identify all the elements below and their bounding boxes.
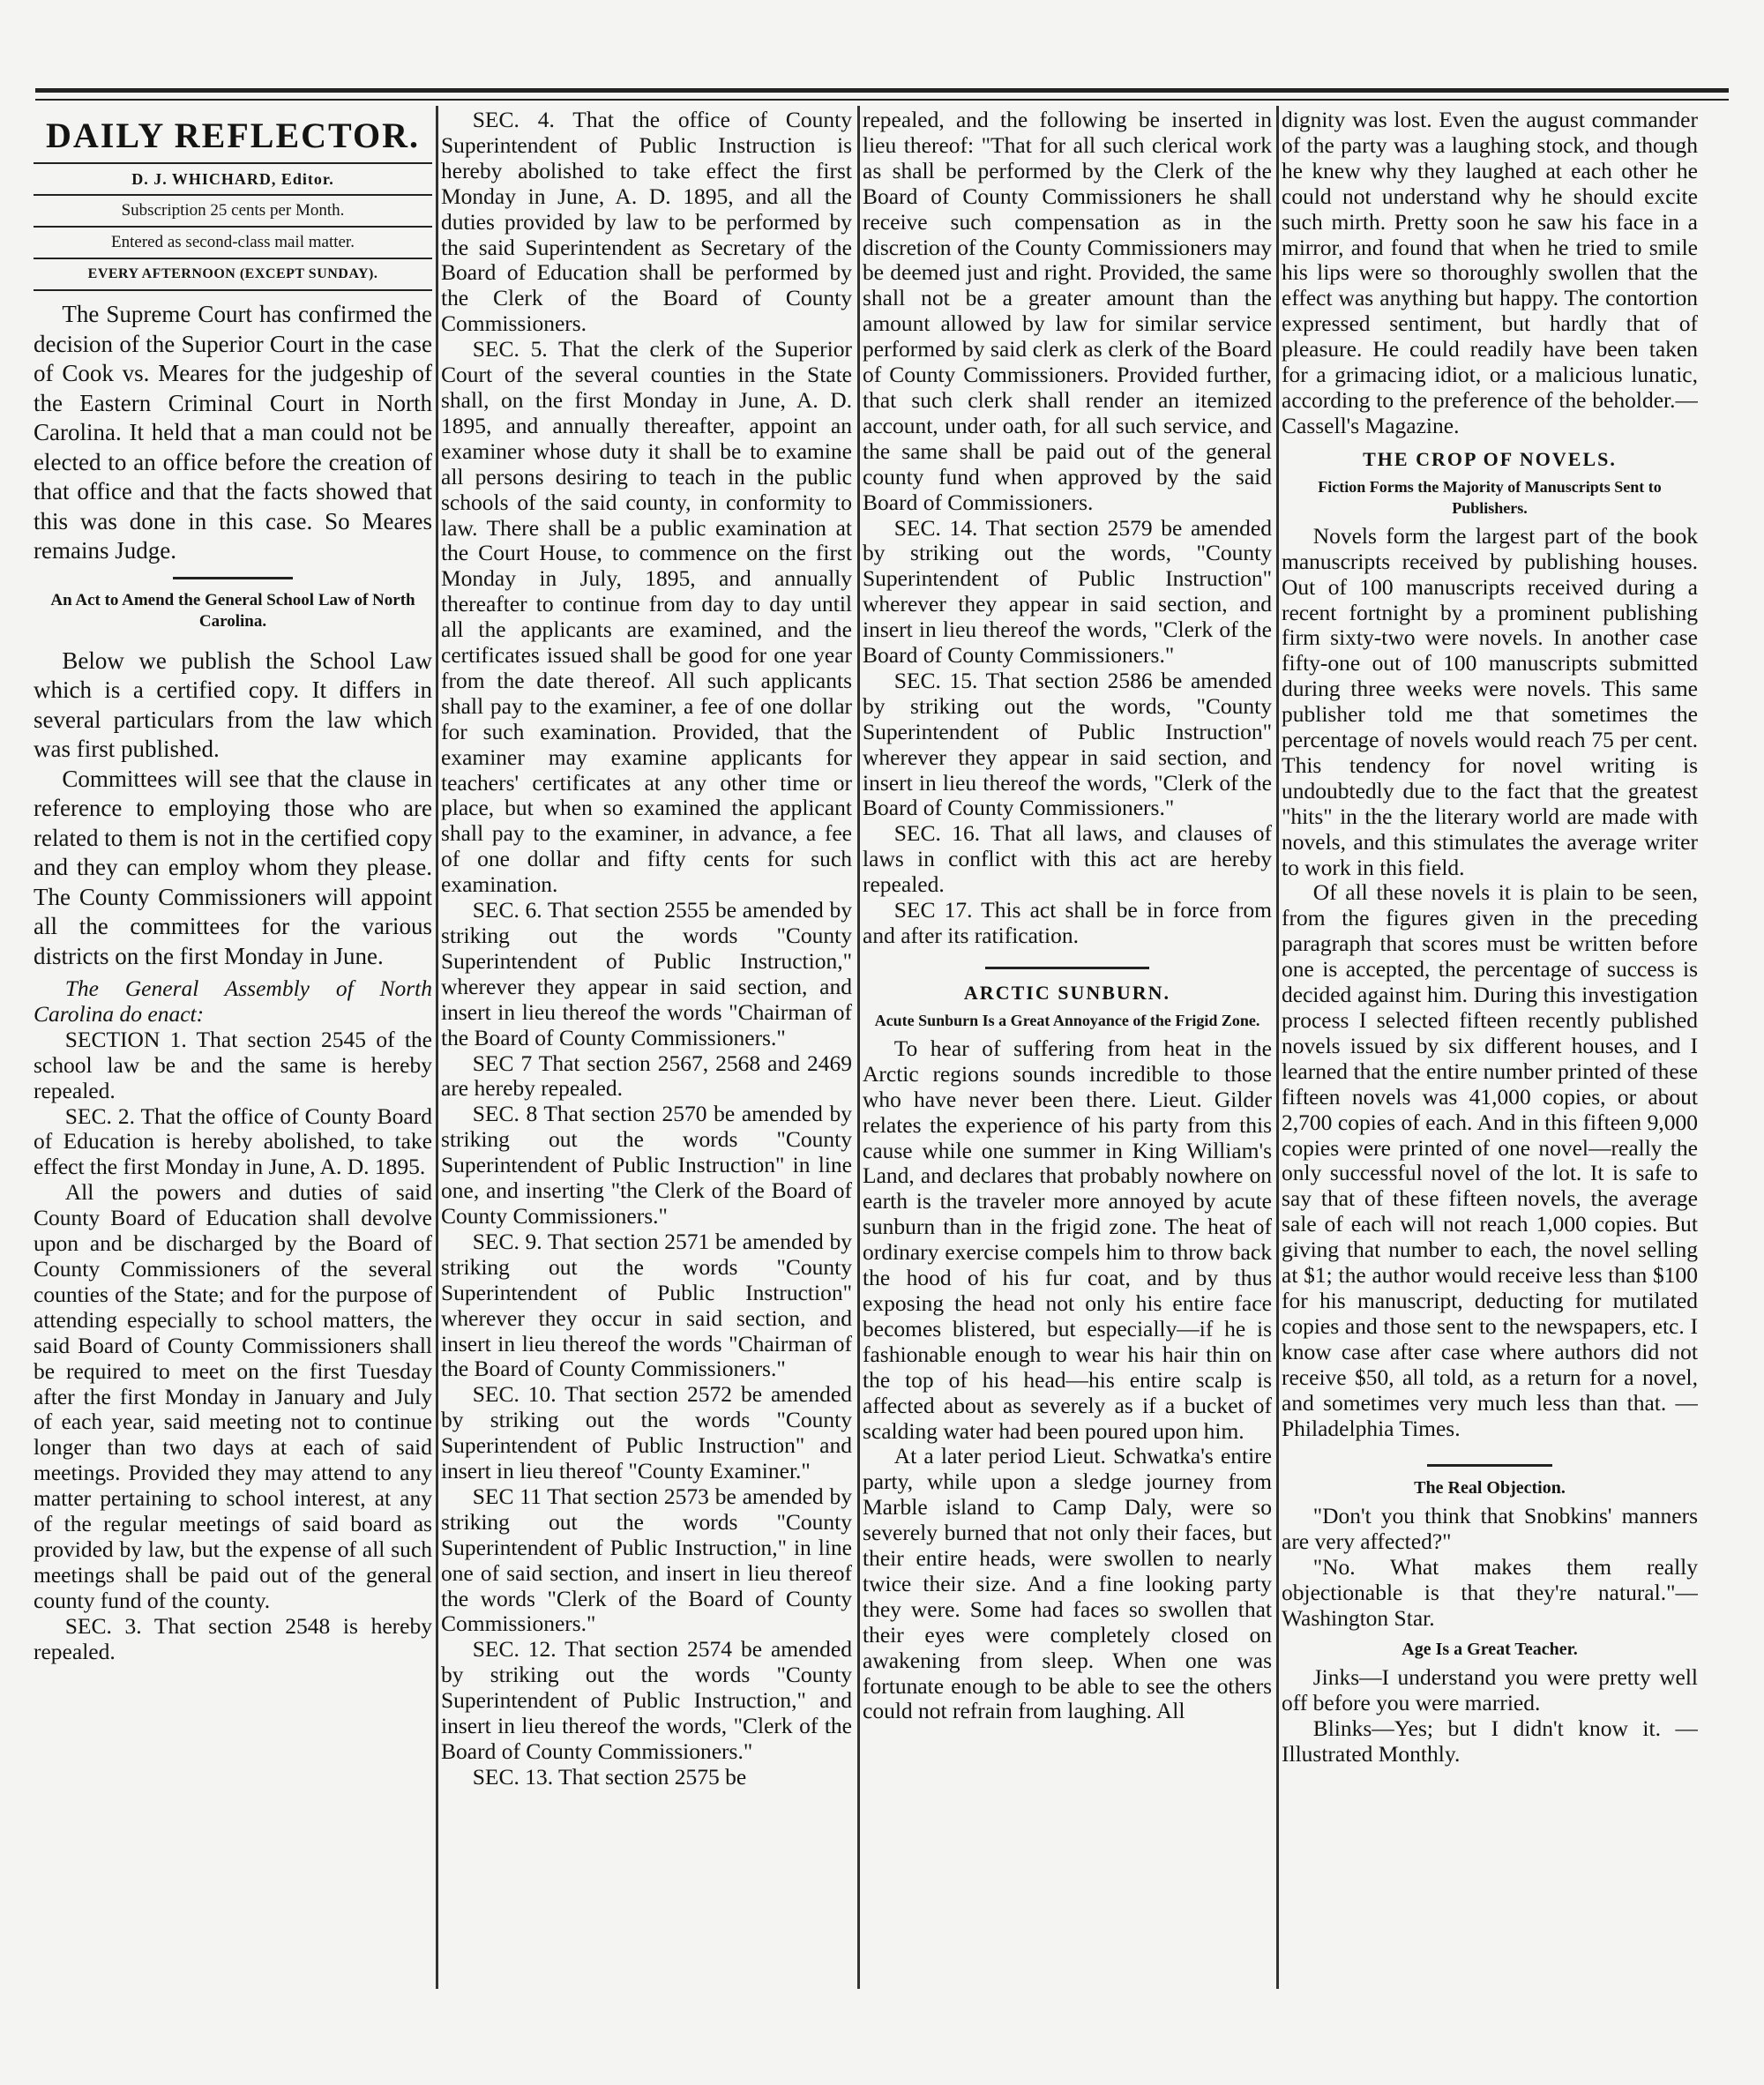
masthead-schedule: EVERY AFTERNOON (EXCEPT SUNDAY). [34, 258, 432, 291]
intro-block [34, 646, 432, 972]
objection-title: The Real Objection. [1414, 1478, 1566, 1498]
section-paragraph: SEC. 8 That section 2570 be amended by striking out the words "County Superintendent of Public Instruction" in line one, and inserting "the Clerk of the Board of County Commissioners." [441, 1101, 852, 1229]
article-paragraph: "Don't you think that Snobkins' manners are very affected?" [1282, 1503, 1698, 1555]
act-heading: An Act to Amend the General School Law of North Carolina. [50, 590, 415, 631]
arctic-subtitle: Acute Sunburn Is a Great Annoyance of the Frigid Zone. [874, 1011, 1260, 1029]
column-4 [1282, 108, 1698, 2004]
section-paragraph: SEC. 12. That section 2574 be amended by striking out the words "County Superintendent of Public Instruction," and insert in lieu thereof the words, "Clerk of the Board of County Commissioners." [441, 1636, 852, 1764]
section-paragraph: repealed, and the following be inserted in lieu thereof: "That for all such clerical work as shall be performed by the Clerk of the Board of County Commissioners he shall receive such compensation as in the discretion of the County Commissioners may be deemed just and right. Provided, the same shall not be a greater amount than the amount allowed by law for similar service performed by said clerk as clerk of the Board of County Commissioners. Provided further, that such clerk shall render an itemized account, under oath, for all such service, and the same shall be paid out of the general county fund when approved by the said Board of Commissioners. [863, 108, 1272, 515]
section-paragraph: SEC 11 That section 2573 be amended by striking out the words "County Superintendent of Public Instruction," in line one of said section, and insert in lieu thereof the words "Clerk of the Board of County Commissioners." [441, 1483, 852, 1637]
section-paragraph: SEC 17. This act shall be in force from and after its ratification. [863, 897, 1272, 948]
section-paragraph: SEC. 16. That all laws, and clauses of laws in conflict with this act are hereby repealed. [863, 820, 1272, 898]
section-paragraph: SEC. 13. That section 2575 be [472, 1763, 747, 1790]
section-paragraph: All the powers and duties of said County Board of Education shall devolve upon and be discharged by the Board of County Commissioners of the several counties of the State; and for the purpose of attending especially to school matters, the said Board of County Commissioners shall be required to meet on the first Tuesday after the first Monday in January and July of each year, said meeting not to continue longer than two days at each of said meetings. Provided they may attend to any matter pertaining to school interest, at any of the regular meetings of said board as provided by law, but the expense of all such meetings shall be paid out of the general county fund of the county. [34, 1179, 432, 1613]
section-paragraph: SEC. 3. That section 2548 is hereby repealed. [34, 1612, 432, 1664]
section-paragraph: SEC. 14. That section 2579 be amended by striking out the words, "County Superintendent of Public Instruction" wherever they appear in said section, and insert in lieu thereof the words, "Clerk of the Board of County Commissioners." [863, 514, 1272, 669]
top-rule [35, 88, 1729, 93]
top-rule-thin [35, 99, 1729, 101]
column-rule [436, 106, 438, 1989]
article-paragraph: "No. What makes them really objectionable is that they're natural."—Washington Star. [1282, 1554, 1698, 1632]
column-rule [857, 106, 860, 1989]
section-paragraph: SEC. 2. That the office of County Board of Education is hereby abolished, to take effect the first Monday in June, A. D. 1895. [34, 1102, 432, 1180]
section-paragraph: SEC. 5. That the clerk of the Superior Court of the several counties in the State shall, on the first Monday in June, A. D. 1895, and annually thereafter, appoint an examiner whose duty it shall be to examine all persons desiring to teach in the public schools of the said county, in conformity to law. There shall be a public examination at the Court House, to commence on the first Monday in July, 1895, and annually thereafter to continue from day to day until all the applicants are examined, and the certificates issued shall be good for one year from the date thereof. All such applicants shall pay to the examiner, a fee of one dollar for such examination. Provided, that the examiner may examine applicants for teachers' certificates at any other time or place, but when so examined the applicant shall pay to the examiner, in advance, a fee of one dollar and fifty cents for such examination. [441, 336, 852, 898]
section-paragraph: SEC. 10. That section 2572 be amended by striking out the words "County Superintendent of Public Instruction" and insert in lieu thereof "County Examiner." [441, 1381, 852, 1484]
lead-paragraph: The Supreme Court has confirmed the decision of the Superior Court in the case of Cook vs. Meares for the judgeship of the Eastern Criminal Court in North Carolina. It held that a man could not be elected to an office before the creation of that office and that the facts showed that this was done in this case. So Meares remains Judge. [34, 301, 432, 564]
column-rule [1276, 106, 1279, 1989]
teacher-title: Age Is a Great Teacher. [1401, 1639, 1578, 1659]
article-paragraph: Novels form the largest part of the book manuscripts received by publishing houses. Out of 100 manuscripts received during a recent fortnight by a prominent publishing firm sixty-two were novels. In another case fifty-one out of 100 manuscripts submitted during three weeks were novels. This same publisher told me that sometimes the percentage of novels would reach 75 per cent. This tendency for novel writing is undoubtedly due to the fact that the greatest "hits" in the the literary world are made with novels, and this stimulates the average writer to work in this field. [1282, 522, 1698, 880]
section-paragraph: SEC 7 That section 2567, 2568 and 2469 are hereby repealed. [441, 1050, 852, 1102]
article-paragraph: To hear of suffering from heat in the Arctic regions sounds incredible to those who have never been there. Lieut. Gilder relates the experience of his party from this cause while one summer in King William's Land, and declares that probably nowhere on earth is the traveler more annoyed by acute sunburn than in the frigid zone. The heat of ordinary exercise compels him to throw back the hood of his fur coat, and by thus exposing the head not only his entire face becomes blistered, but especially—if he is fashionable enough to wear his hair thin on the top of his head—his entire scalp is affected about as severely as if a bucket of scalding water had been poured upon him. [863, 1035, 1272, 1444]
section-paragraph: SECTION 1. That section 2545 of the school law be and the same is hereby repealed. [34, 1026, 432, 1103]
column-3 [863, 108, 1272, 2004]
section-paragraph: SEC. 9. That section 2571 be amended by striking out the words "County Superintendent of Public Instruction" wherever they occur in said section, and insert in lieu thereof the words "Chairman of the Board of County Commissioners." [441, 1228, 852, 1382]
section-rule [1427, 1464, 1552, 1467]
article-paragraph: dignity was lost. Even the august commander of the party was a laughing stock, and though he knew why they laughed at each other he could not understand why he should excite such mirth. Pretty soon he saw his face in a mirror, and found that when he tried to smile his lips were so thoroughly swollen that the effect was anything but happy. The contortion expressed sentiment, but hardly that of pleasure. He could readily have been taken for a grimacing idiot, or a malicious lunatic, according to the preference of the beholder.—Cassell's Magazine. [1282, 108, 1698, 438]
lead-article [34, 300, 432, 566]
masthead-title: DAILY REFLECTOR. [46, 116, 420, 155]
article-paragraph: Of all these novels it is plain to be seen, from the figures given in the preceding paragraph that scores must be written before one is accepted, the percentage of success is decided against him. During this investigation process I selected fifteen recently published novels issued by six different houses, and I learned that the entire number printed of these fifteen novels was 41,000 copies, or about 2,700 copies of each. And in this fifteen 9,000 copies were printed of one novel—really the only successful novel of the lot. It is safe to say that of these fifteen novels, the average sale of each will not reach 1,000 copies. But giving that number to each, the novel selling at $1; the author would receive less than $100 for his manuscript, deducting for mutilated copies and those sent to the newspapers, etc. I know case after case where authors did not receive $50, all told, as a return for a novel, and sometimes very much less than that. —Philadelphia Times. [1282, 879, 1698, 1441]
section-rule [173, 577, 293, 579]
masthead-subscription: Subscription 25 cents per Month. [34, 194, 432, 226]
intro-paragraph: Committees will see that the clause in reference to employing those who are related to them is not in the certified copy and they can employ whom they please. The County Commissioners will appoint all the committees for the various districts on the first Monday in June. [34, 765, 432, 969]
section-paragraph: SEC. 4. That the office of County Superintendent of Public Instruction is hereby abolished to take effect the first Monday in June, A. D. 1895, and all the duties provided by law to be performed by the said Superintendent as Secretary of the Board of Education shall be performed by the Clerk of the Board of County Commissioners. [441, 108, 852, 337]
article-paragraph: Blinks—Yes; but I didn't know it. —Illustrated Monthly. [1282, 1715, 1698, 1767]
article-paragraph: At a later period Lieut. Schwatka's entire party, while upon a sledge journey from Marble island to Camp Daly, were so severely burned that not only their faces, but their entire heads, were swollen to nearly twice their size. And a fine looking party they were. Some had faces so swollen that their eyes were completely closed on awakening from sleep. When one was fortunate enough to be able to see the others could not refrain from laughing. All [863, 1443, 1272, 1724]
section-rule [985, 967, 1149, 969]
arctic-title: ARCTIC SUNBURN. [963, 981, 1171, 1004]
section-paragraph: SEC. 6. That section 2555 be amended by striking out the words "County Superintendent of Public Instruction," wherever they appear in said section, and insert in lieu thereof the words "Chairman of the Board of County Commissioners." [441, 897, 852, 1050]
masthead-entered: Entered as second-class mail matter. [34, 226, 432, 258]
enact-clause: The General Assembly of North Carolina do enact: [34, 975, 432, 1027]
novels-subtitle: Fiction Forms the Majority of Manuscripts Sent to Publishers. [1318, 477, 1662, 517]
column-1 [34, 108, 432, 2004]
column-2 [441, 108, 852, 2004]
article-paragraph: Jinks—I understand you were pretty well off before you were married. [1282, 1663, 1698, 1715]
masthead-editor: D. J. WHICHARD, Editor. [34, 162, 432, 194]
section-paragraph: SEC. 15. That section 2586 be amended by striking out the words, "County Superintendent of Public Instruction" wherever they appear in said section, and insert in lieu thereof the words, "Clerk of the Board of County Commissioners." [863, 667, 1272, 821]
novels-title: THE CROP OF NOVELS. [1363, 447, 1617, 470]
intro-paragraph: Below we publish the School Law which is a certified copy. It differs in several particulars from the law which was first published. [34, 646, 432, 762]
